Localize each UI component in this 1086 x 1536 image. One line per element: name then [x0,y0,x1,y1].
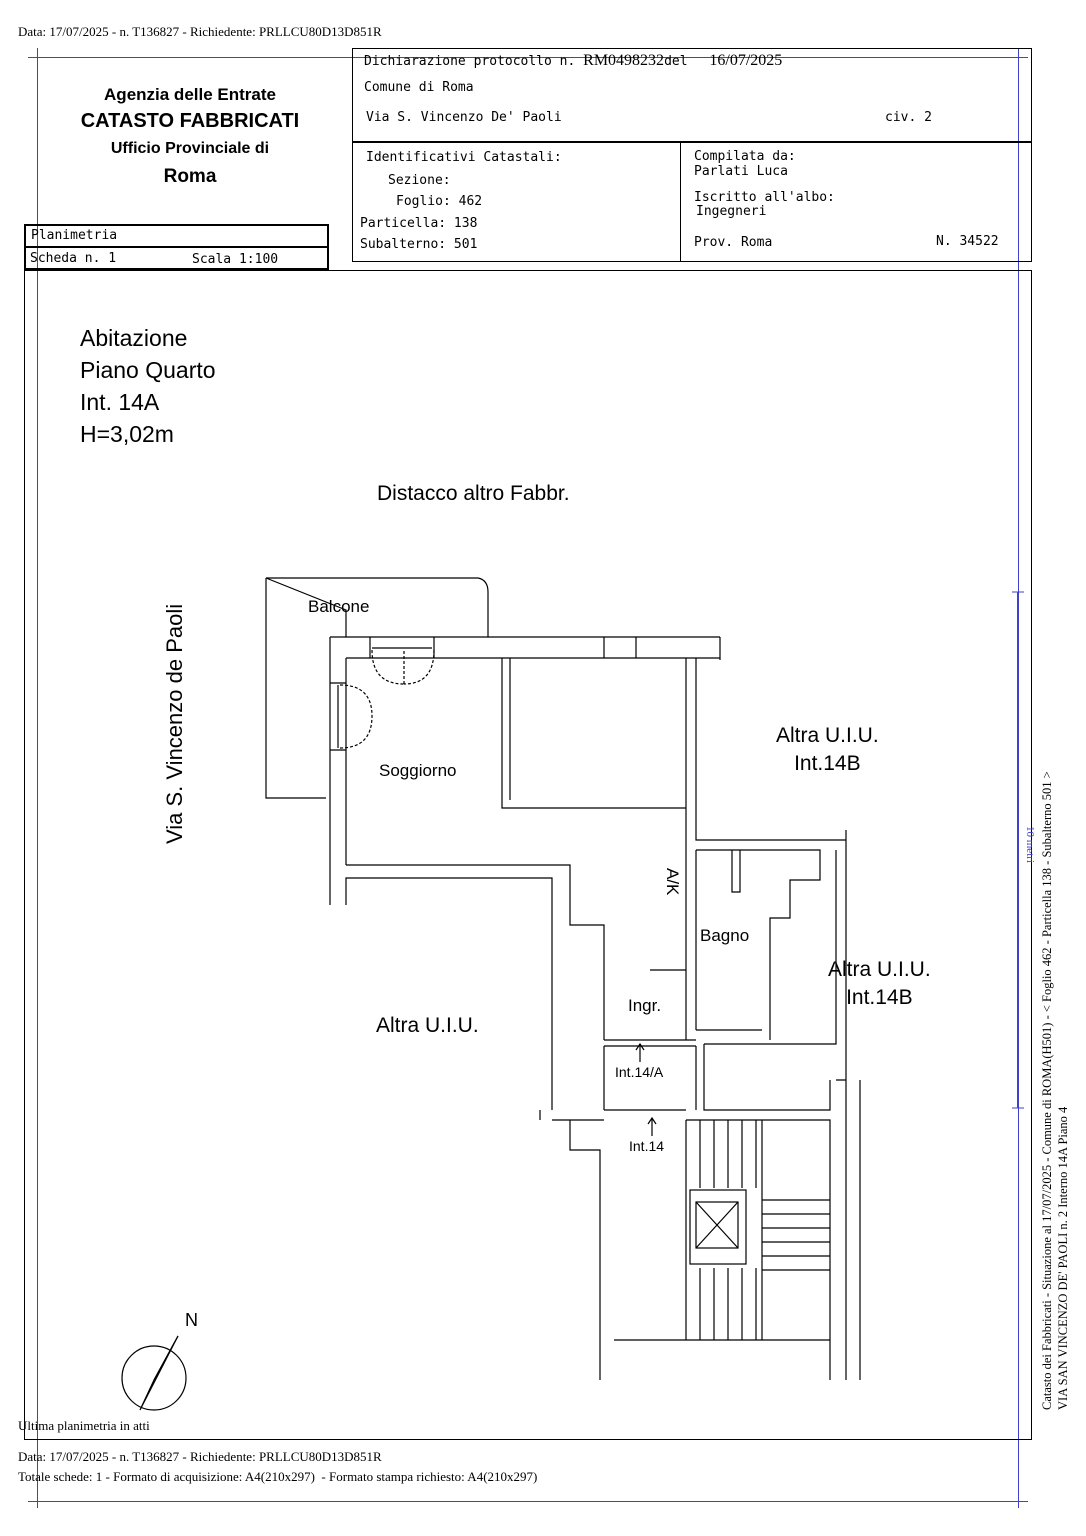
door-swing-living [372,650,434,684]
room-soggiorno: Soggiorno [379,761,457,780]
window-living [370,637,434,658]
side-info-line1: Catasto dei Fabbricati - Situazione al 17/07/2025 - Comune di ROMA(H501) - < Foglio 462 - Particella 138 - Subalterno 501 > [1040,771,1054,1410]
street-label: Via S. Vincenzo de Paoli [162,603,187,844]
stair-steps [700,1120,830,1340]
window-top-right [604,637,636,658]
unit-type: Abitazione [80,325,188,351]
room-ak: A/K [663,868,682,896]
scale-bar-label: 10 metri [1024,826,1036,863]
room-bagno: Bagno [700,926,750,945]
altra-uiu-right-line2: Int.14B [846,986,913,1009]
wall-room-divider [502,658,686,808]
agency-name: Agenzia delle Entrate [104,85,276,104]
albo-value: Ingegneri [696,204,767,219]
wall-lower-left [346,865,604,1110]
entry-arrow-14a [636,1044,644,1062]
via: Via S. Vincenzo De' Paoli [366,110,562,125]
declaration-del: del [664,54,688,69]
elevator-cross [696,1202,738,1248]
scheda-number: Scheda n. 1 [30,251,117,266]
prov: Prov. Roma [694,235,773,250]
ufficio-city: Roma [163,166,217,187]
entry-label-14a: Int.14/A [615,1064,664,1080]
wall-right-1 [686,658,846,1040]
side-info-line2: VIA SAN VINCENZO DE' PAOLI n. 2 Interno 14A Piano 4 [1056,1106,1070,1410]
altra-uiu-left: Altra U.I.U. [376,1014,479,1037]
scala: Scala 1:100 [192,252,279,267]
distacco-label: Distacco altro Fabbr. [377,482,570,505]
comune: Comune di Roma [364,80,474,95]
wall-bathroom-right [696,850,836,1044]
north-label: N [185,1310,198,1330]
particella: Particella: 138 [360,216,478,231]
declaration-label: Dichiarazione protocollo n. [364,54,576,69]
ultima-planimetria: Ultima planimetria in atti [18,1418,150,1433]
room-balcone: Balcone [308,597,370,616]
footer-request-line: Data: 17/07/2025 - n. T136827 - Richiedente: PRLLCU80D13D851R [18,1449,382,1464]
entry-arrow-14 [648,1118,656,1136]
albo-label: Iscritto all'albo: [694,190,835,205]
ufficio-label: Ufficio Provinciale di [110,140,270,157]
planimetria-title: Planimetria [31,228,118,243]
entry-label-14: Int.14 [629,1138,665,1154]
compilata-name: Parlati Luca [694,164,788,179]
altra-uiu-top-line2: Int.14B [794,752,861,775]
header-request-line: Data: 17/07/2025 - n. T136827 - Richiedente: PRLLCU80D13D851R [18,24,382,39]
footer-totale: Totale schede: 1 - Formato di acquisizione: A4(210x297) - Formato stampa richiesto: A4(210x297) [18,1469,538,1484]
altra-uiu-right-line1: Altra U.I.U. [828,958,931,981]
foglio: Foglio: 462 [396,194,483,209]
altra-uiu-top [776,722,879,778]
albo-number: N. 34522 [936,234,999,249]
north-arrow [122,1336,186,1410]
catasto-title: CATASTO FABBRICATI [80,110,300,132]
civico: civ. 2 [885,110,932,125]
unit-floor: Piano Quarto [80,357,216,383]
door-swing-side [340,685,372,748]
scale-bar [1012,592,1024,1108]
altra-uiu-top-line1: Altra U.I.U. [776,724,879,747]
declaration-number: RM0498232 [583,52,665,69]
compilata-label: Compilata da: [694,149,796,164]
altra-uiu-right [828,956,931,1012]
identificativi-title: Identificativi Catastali: [366,150,562,165]
room-ingresso: Ingr. [628,996,662,1015]
unit-interno: Int. 14A [80,389,160,415]
declaration-date: 16/07/2025 [709,52,783,69]
window-side [330,683,346,750]
wall-right-ext [836,830,860,1380]
unit-height: H=3,02m [80,421,174,447]
subalterno: Subalterno: 501 [360,237,478,252]
sezione: Sezione: [388,173,451,188]
